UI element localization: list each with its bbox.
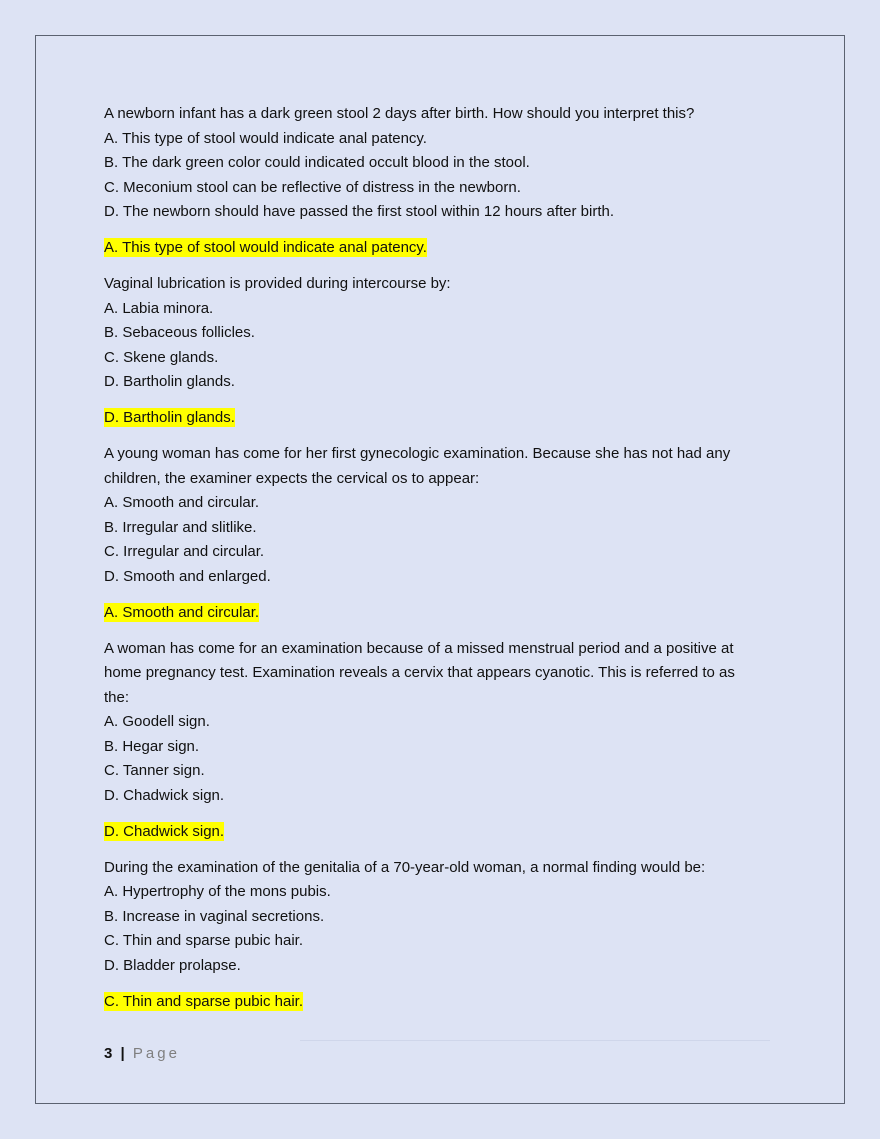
answer-option: B. Increase in vaginal secretions. xyxy=(104,907,325,925)
page-footer xyxy=(104,1045,180,1062)
answer-row xyxy=(104,820,784,845)
page-label: Page xyxy=(132,1045,180,1062)
answer-option: B. Hegar sign. xyxy=(104,737,200,755)
answer-option: C. Tanner sign. xyxy=(104,762,205,779)
answer-option: C. Irregular and circular. xyxy=(104,543,265,560)
document-body xyxy=(104,102,784,1026)
question-stem: During the examination of the genitalia of a 70-year-old woman, a normal finding would be: xyxy=(104,858,706,876)
answer-option: B. Irregular and slitlike. xyxy=(104,518,257,536)
highlighted-answer: D. Bartholin glands. xyxy=(104,409,235,426)
answer-row xyxy=(104,601,784,626)
answer-row xyxy=(104,406,784,431)
question-block xyxy=(104,442,784,589)
highlighted-answer: A. Smooth and circular. xyxy=(104,603,260,621)
question-block xyxy=(104,272,784,395)
question-stem: home pregnancy test. Examination reveals a cervix that appears cyanotic. This is referred to as xyxy=(104,664,735,681)
answer-option: A. This type of stool would indicate anal patency. xyxy=(104,129,427,147)
footer-divider xyxy=(300,1040,770,1041)
answer-option: D. Smooth and enlarged. xyxy=(104,567,271,585)
answer-option: B. Sebaceous follicles. xyxy=(104,324,255,341)
question-block xyxy=(104,102,784,225)
answer-option: A. Labia minora. xyxy=(104,299,214,317)
answer-option: C. Meconium stool can be reflective of distress in the newborn. xyxy=(104,178,521,196)
answer-option: D. Bladder prolapse. xyxy=(104,956,241,974)
answer-row xyxy=(104,990,784,1015)
answer-option: B. The dark green color could indicated occult blood in the stool. xyxy=(104,154,530,171)
question-stem: A woman has come for an examination because of a missed menstrual period and a positive at xyxy=(104,639,734,657)
question-block xyxy=(104,856,784,979)
question-stem: the: xyxy=(104,688,130,706)
answer-option: C. Skene glands. xyxy=(104,348,219,366)
answer-option: C. Thin and sparse pubic hair. xyxy=(104,932,304,949)
footer-separator: | xyxy=(120,1045,125,1062)
question-block xyxy=(104,637,784,809)
answer-option: D. Chadwick sign. xyxy=(104,786,225,804)
answer-option: A. Goodell sign. xyxy=(104,713,210,730)
highlighted-answer: C. Thin and sparse pubic hair. xyxy=(104,992,304,1010)
highlighted-answer: D. Chadwick sign. xyxy=(104,822,225,840)
answer-row xyxy=(104,236,784,261)
answer-option: D. The newborn should have passed the first stool within 12 hours after birth. xyxy=(104,203,615,220)
answer-option: A. Smooth and circular. xyxy=(104,494,260,511)
answer-option: D. Bartholin glands. xyxy=(104,373,235,390)
question-stem: children, the examiner expects the cervical os to appear: xyxy=(104,469,480,487)
answer-option: A. Hypertrophy of the mons pubis. xyxy=(104,883,331,900)
page-number: 3 xyxy=(104,1045,113,1062)
highlighted-answer: A. This type of stool would indicate anal patency. xyxy=(104,239,427,256)
question-stem: A newborn infant has a dark green stool 2 days after birth. How should you interpret this? xyxy=(104,105,695,122)
question-stem: Vaginal lubrication is provided during intercourse by: xyxy=(104,275,451,292)
question-stem: A young woman has come for her first gynecologic examination. Because she has not had any xyxy=(104,445,731,462)
